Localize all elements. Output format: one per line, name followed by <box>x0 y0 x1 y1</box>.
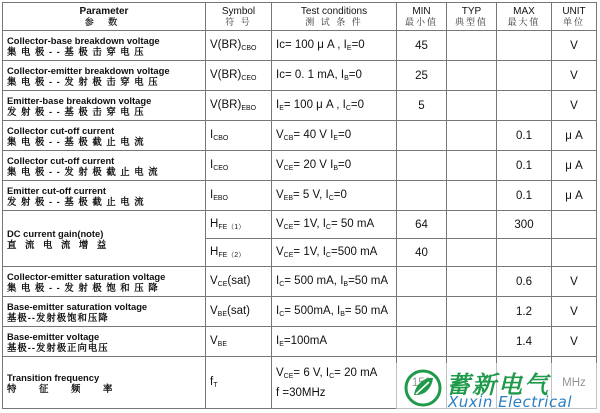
watermark-en: Xuxin Electrical <box>448 393 573 411</box>
parameter-cell: Transition frequency 特 征 频 率 <box>3 357 206 409</box>
max-cell: 1.2 <box>497 297 552 327</box>
typ-cell <box>447 31 497 61</box>
symbol-cell: V(BR)EBO <box>206 91 272 121</box>
unit-cell <box>552 211 597 239</box>
watermark-cn: 蓄新电气 <box>446 371 550 399</box>
typ-cell <box>447 181 497 211</box>
max-cell <box>497 61 552 91</box>
electrical-characteristics-table <box>2 2 597 409</box>
typ-cell <box>447 239 497 267</box>
condition-cell: IE=100mA <box>272 327 397 357</box>
min-cell <box>397 121 447 151</box>
symbol-cell: HFE（1） <box>206 211 272 239</box>
min-cell <box>397 151 447 181</box>
unit-cell: μ A <box>552 121 597 151</box>
table-row <box>3 327 597 357</box>
typ-cell <box>447 297 497 327</box>
unit-cell: V <box>552 91 597 121</box>
parameter-cell: Collector-emitter saturation voltage 集 电 极 - - 发 射 极 饱 和 压 降 <box>3 267 206 297</box>
min-cell: 45 <box>397 31 447 61</box>
parameter-cell: DC current gain(note) 直 流 电 流 增 益 <box>3 211 206 267</box>
condition-cell: Ic= 0. 1 mA, IB=0 <box>272 61 397 91</box>
symbol-cell: V(BR)CBO <box>206 31 272 61</box>
condition-cell: VCE= 20 V IB=0 <box>272 151 397 181</box>
min-cell: 64 <box>397 211 447 239</box>
symbol-cell: VBE(sat) <box>206 297 272 327</box>
unit-cell: μ A <box>552 151 597 181</box>
header-max: MAX 最大值 <box>497 3 552 31</box>
max-cell: 0.6 <box>497 267 552 297</box>
min-cell <box>397 297 447 327</box>
symbol-cell: ICEO <box>206 151 272 181</box>
min-cell <box>397 181 447 211</box>
condition-cell: Ic= 100 μ A , IE=0 <box>272 31 397 61</box>
table-row <box>3 31 597 61</box>
condition-cell: IC= 500 mA, IB=50 mA <box>272 267 397 297</box>
parameter-cell: Collector-base breakdown voltage 集 电 极 - - 基 极 击 穿 电 压 <box>3 31 206 61</box>
min-cell: 5 <box>397 91 447 121</box>
min-cell <box>397 327 447 357</box>
max-cell: 0.1 <box>497 151 552 181</box>
typ-cell <box>447 121 497 151</box>
typ-cell <box>447 267 497 297</box>
parameter-cell: Collector cut-off current 集 电 极 - - 发 射 极 截 止 电 流 <box>3 151 206 181</box>
unit-cell: V <box>552 31 597 61</box>
symbol-cell: IEBO <box>206 181 272 211</box>
table-row <box>3 181 597 211</box>
min-cell: 25 <box>397 61 447 91</box>
leaf-logo-icon <box>404 369 442 407</box>
typ-cell <box>447 151 497 181</box>
table-row <box>3 297 597 327</box>
header-unit: UNIT 单位 <box>552 3 597 31</box>
condition-cell: IE= 100 μ A , IC=0 <box>272 91 397 121</box>
table-row <box>3 91 597 121</box>
symbol-cell: VCE(sat) <box>206 267 272 297</box>
header-typ: TYP 典型值 <box>447 3 497 31</box>
header-test-conditions: Test conditions 测 试 条 件 <box>272 3 397 31</box>
unit-cell: V <box>552 297 597 327</box>
unit-cell: V <box>552 61 597 91</box>
condition-cell: VEB= 5 V, IC=0 <box>272 181 397 211</box>
typ-cell <box>447 211 497 239</box>
symbol-cell: ICBO <box>206 121 272 151</box>
max-cell <box>497 31 552 61</box>
condition-cell: VCE= 6 V, IC= 20 mA f =30MHz <box>272 357 397 409</box>
typ-cell <box>447 91 497 121</box>
symbol-cell: fT <box>206 357 272 409</box>
max-cell <box>497 91 552 121</box>
parameter-cell: Base-emitter voltage 基极--发射极正向电压 <box>3 327 206 357</box>
unit-cell: V <box>552 267 597 297</box>
table-row <box>3 121 597 151</box>
unit-cell: μ A <box>552 181 597 211</box>
parameter-cell: Base-emitter saturation voltage 基极--发射极饱和压降 <box>3 297 206 327</box>
parameter-cell: Collector cut-off current 集 电 极 - - 基 极 截 止 电 流 <box>3 121 206 151</box>
header-row <box>3 3 597 31</box>
parameter-cell: Emitter cut-off current 发 射 极 - - 基 极 截 止 电 流 <box>3 181 206 211</box>
parameter-cell: Collector-emitter breakdown voltage 集 电 极 - - 发 射 极 击 穿 电 压 <box>3 61 206 91</box>
condition-cell: VCE= 1V, IC= 50 mA <box>272 211 397 239</box>
unit-cell: V <box>552 327 597 357</box>
min-cell: 40 <box>397 239 447 267</box>
condition-cell: VCB= 40 V IE=0 <box>272 121 397 151</box>
parameter-cell: Emitter-base breakdown voltage 发 射 极 - - 基 极 击 穿 电 压 <box>3 91 206 121</box>
header-symbol: Symbol 符 号 <box>206 3 272 31</box>
max-cell <box>497 239 552 267</box>
condition-cell: IC= 500mA, IB= 50 mA <box>272 297 397 327</box>
max-cell: 0.1 <box>497 121 552 151</box>
header-parameter: Parameter 参 数 <box>3 3 206 31</box>
typ-cell <box>447 327 497 357</box>
max-cell: 0.1 <box>497 181 552 211</box>
typ-cell <box>447 61 497 91</box>
table-row <box>3 61 597 91</box>
table-row <box>3 151 597 181</box>
min-cell <box>397 267 447 297</box>
symbol-cell: VBE <box>206 327 272 357</box>
watermark-logo <box>396 363 600 413</box>
condition-cell: VCE= 1V, IC=500 mA <box>272 239 397 267</box>
max-cell: 1.4 <box>497 327 552 357</box>
header-min: MIN 最小值 <box>397 3 447 31</box>
table-row <box>3 267 597 297</box>
max-cell: 300 <box>497 211 552 239</box>
symbol-cell: HFE（2） <box>206 239 272 267</box>
table-row-hfe1 <box>3 211 597 239</box>
symbol-cell: V(BR)CEO <box>206 61 272 91</box>
unit-cell <box>552 239 597 267</box>
